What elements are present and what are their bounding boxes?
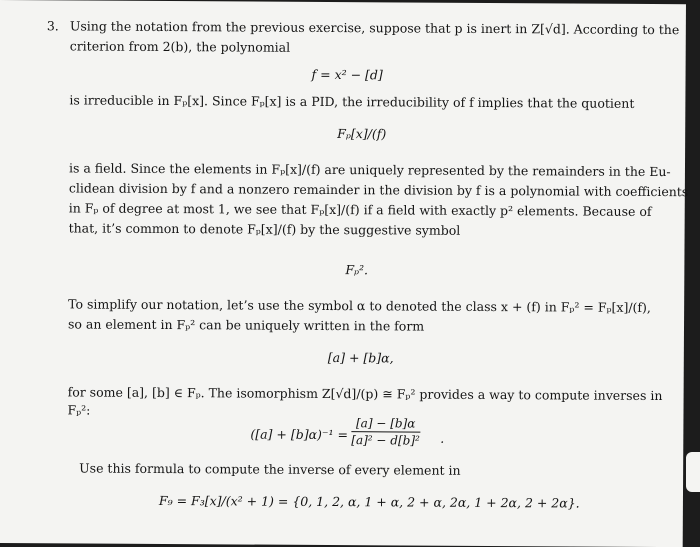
equation-inverse-lhs: ([a] + [b]α)⁻¹ =: [250, 426, 349, 443]
text-line-7: that, it’s common to denote Fₚ[x]/(f) by the suggestive symbol: [68, 220, 461, 238]
equation-quotient: Fₚ[x]/(f): [337, 126, 387, 142]
text-line-6: in Fₚ of degree at most 1, we see that Fₚ[x]/(f) if a field with exactly p² elements. Because of: [68, 200, 652, 219]
text-line-1: Using the notation from the previous exercise, suppose that p is inert in Z[√d]. According to the: [69, 18, 680, 38]
text-line-9: so an element in Fₚ² can be uniquely written in the form: [67, 316, 425, 334]
equation-element-form: [a] + [b]α,: [327, 350, 394, 366]
text-line-11: Fₚ²:: [67, 402, 91, 418]
text-line-5: clidean division by f and a nonzero remainder in the division by f is a polynomial with coefficients: [68, 180, 689, 200]
text-line-4: is a field. Since the elements in Fₚ[x]/(f) are uniquely represented by the remainders in the Eu-: [68, 160, 671, 180]
fraction-denominator: [a]² − d[b]²: [351, 433, 420, 448]
equation-inverse-end: .: [440, 430, 445, 446]
equation-symbol: Fₚ².: [345, 262, 369, 278]
text-line-12: Use this formula to compute the inverse of every element in: [79, 460, 461, 478]
text-line-8: To simplify our notation, let’s use the symbol α to denoted the class x + (f) in Fₚ² = Fₚ[x]/(f),: [68, 296, 651, 315]
text-line-3: is irreducible in Fₚ[x]. Since Fₚ[x] is a PID, the irreducibility of f implies that the quotient: [69, 92, 635, 111]
text-line-10: for some [a], [b] ∈ Fₚ. The isomorphism Z[√d]/(p) ≅ Fₚ² provides a way to compute inverses in: [67, 384, 663, 404]
equation-inverse-fraction: [351, 416, 420, 447]
equation-polynomial: f = x² − [d]: [311, 66, 383, 83]
page-edge-fragment: [686, 452, 700, 492]
equation-f9: F₉ = F₃[x]/(x² + 1) = {0, 1, 2, α, 1 + α, 2 + α, 2α, 1 + 2α, 2 + 2α}.: [158, 492, 580, 511]
fraction-numerator: [a] − [b]α: [351, 416, 420, 432]
problem-number: 3.: [46, 18, 59, 34]
text-line-2: criterion from 2(b), the polynomial: [69, 38, 291, 55]
